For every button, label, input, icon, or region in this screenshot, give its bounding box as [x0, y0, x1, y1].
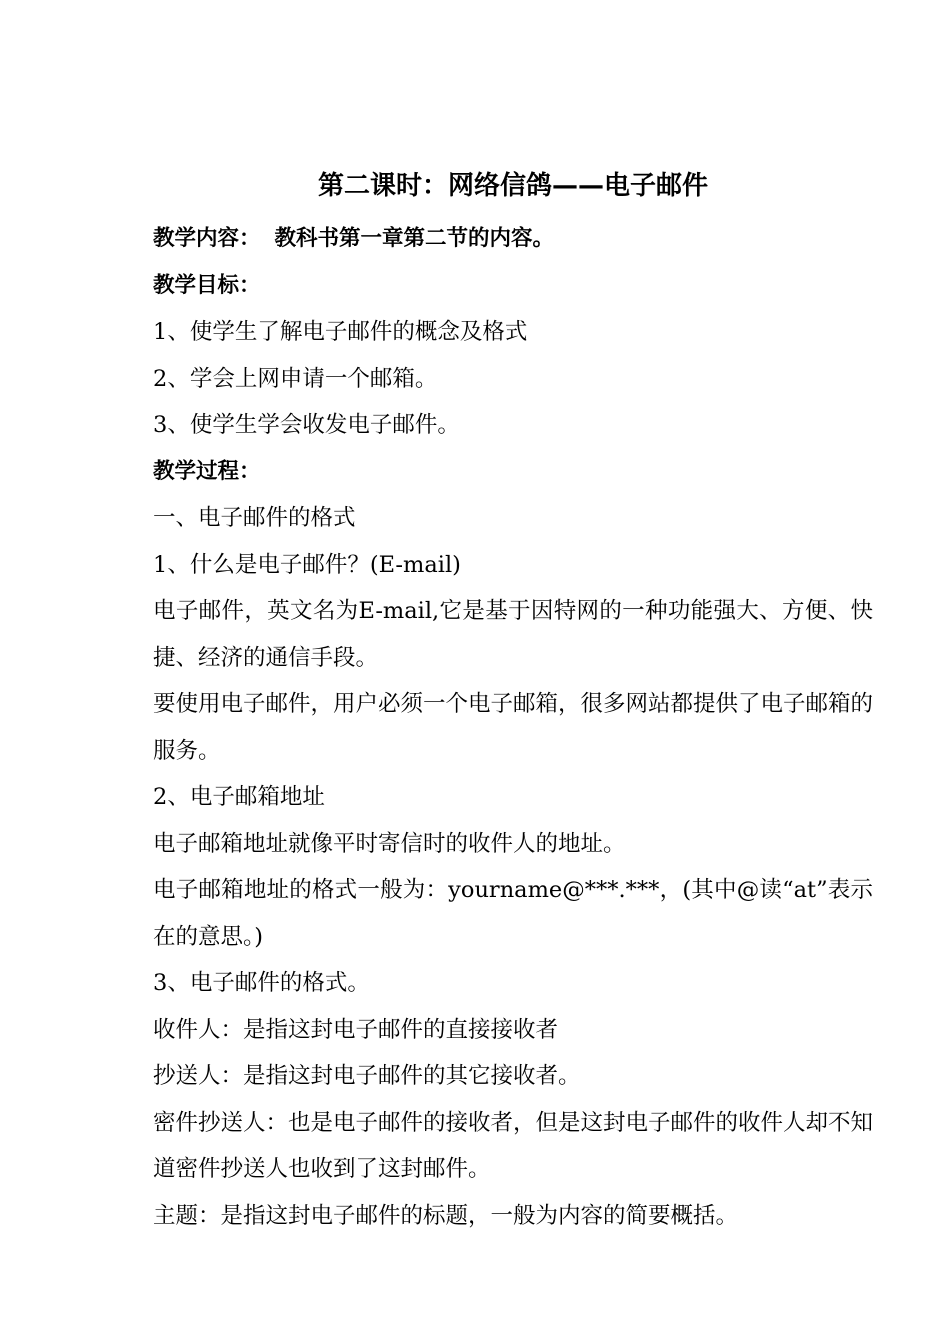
- section-heading: 一、电子邮件的格式: [153, 505, 356, 531]
- goals-label: 教学目标：: [153, 272, 261, 298]
- field-recipient: 收件人：是指这封电子邮件的直接接收者: [153, 1016, 559, 1043]
- field-subject: 主题：是指这封电子邮件的标题，一般为内容的简要概括。: [153, 1202, 739, 1229]
- content-label: 教学内容：: [153, 226, 261, 251]
- content-text: 教科书第一章第二节的内容。: [274, 226, 555, 251]
- document-page: [153, 160, 873, 1239]
- question-email-format: 3、电子邮件的格式。: [153, 970, 370, 996]
- field-cc: 抄送人：是指这封电子邮件的其它接收者。: [153, 1063, 581, 1089]
- document-title: 第二课时：网络信鸽——电子邮件: [317, 171, 708, 201]
- process-label: 教学过程：: [153, 458, 261, 484]
- question-what-is-email: 1、什么是电子邮件？(E-mail): [153, 551, 461, 578]
- question-email-address: 2、电子邮箱地址: [153, 784, 325, 810]
- goal-item-2: 2、学会上网申请一个邮箱。: [153, 365, 438, 392]
- field-bcc: 密件抄送人：也是电子邮件的接收者，但是这封电子邮件的收件人却不知道密件抄送人也收到了这封邮件。: [153, 1109, 874, 1182]
- content-line: [153, 216, 873, 263]
- paragraph-email-definition: 电子邮件，英文名为E-mail,它是基于因特网的一种功能强大、方便、快捷、经济的通信手段。: [153, 598, 873, 671]
- goal-item-1: 1、使学生了解电子邮件的概念及格式: [153, 319, 528, 345]
- paragraph-address-analogy: 电子邮箱地址就像平时寄信时的收件人的地址。: [153, 830, 626, 857]
- paragraph-email-mailbox: 要使用电子邮件，用户必须一个电子邮箱，很多网站都提供了电子邮箱的服务。: [153, 691, 874, 764]
- goal-item-3: 3、使学生学会收发电子邮件。: [153, 412, 460, 438]
- paragraph-address-format: 电子邮箱地址的格式一般为：yourname@***.***，(其中@读“at”表示在的意思。): [153, 877, 873, 950]
